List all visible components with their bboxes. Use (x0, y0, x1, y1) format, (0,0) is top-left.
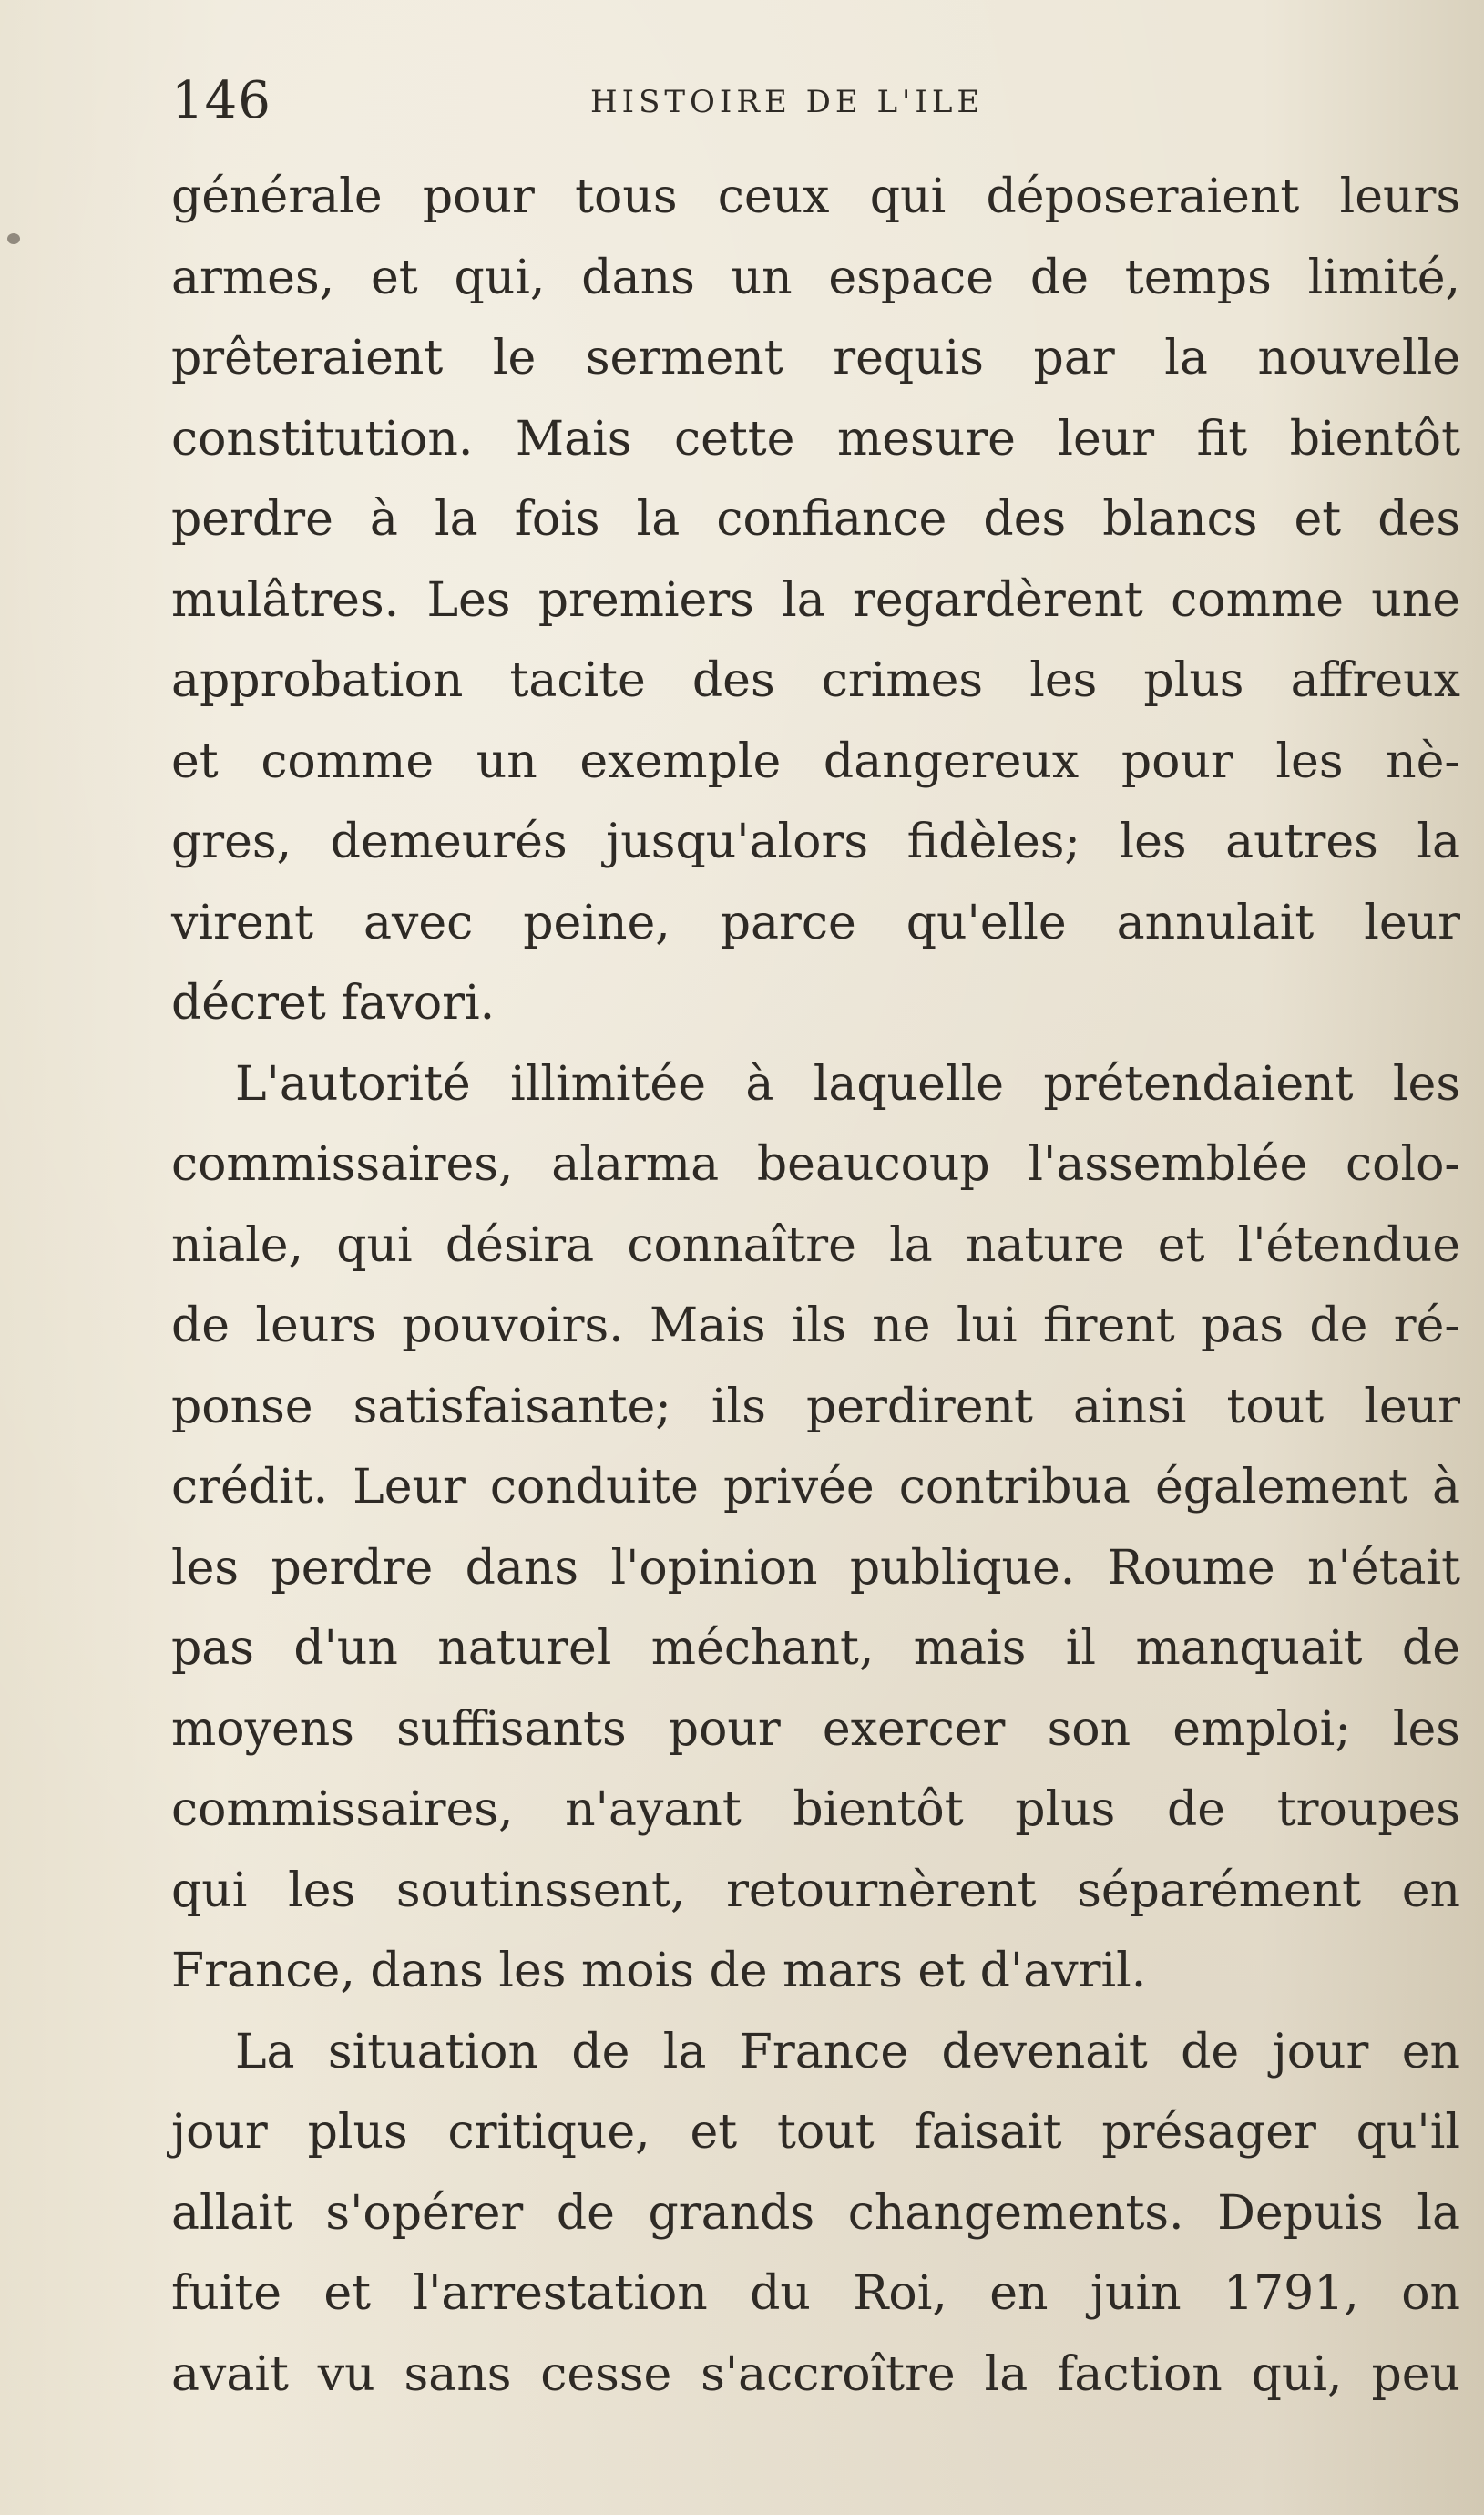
text-line: commissaires, n'ayant bientôt plus de troupes (171, 1782, 1460, 1837)
text-line: mulâtres. Les premiers la regardèrent comme une (171, 572, 1460, 628)
text-line: les perdre dans l'opinion publique. Roume n'était (171, 1540, 1460, 1596)
text-line: jour plus critique, et tout faisait présager qu'il (171, 2105, 1460, 2160)
text-line: gres, demeurés jusqu'alors fidèles; les autres la (171, 815, 1460, 869)
text-line: constitution. Mais cette mesure leur fit bientôt (171, 411, 1460, 467)
text-line: virent avec peine, parce qu'elle annulait leur (171, 895, 1460, 950)
ink-smudge (7, 233, 20, 244)
text-line: décret favori. (171, 976, 496, 1031)
running-head (171, 71, 1460, 135)
text-line: approbation tacite des crimes les plus affreux (171, 653, 1460, 708)
text-line: L'autorité illimitée à laquelle prétendaient les (235, 1056, 1460, 1112)
text-line: ponse satisfaisante; ils perdirent ainsi tout leur (171, 1379, 1460, 1434)
text-line: qui les soutinssent, retournèrent séparément en (171, 1863, 1460, 1918)
page-number: 146 (171, 71, 271, 130)
body-text (171, 157, 1460, 2415)
text-line: pas d'un naturel méchant, mais il manquait de (171, 1621, 1460, 1676)
text-line: générale pour tous ceux qui déposeraient leurs (171, 169, 1460, 224)
text-line: avait vu sans cesse s'accroître la faction qui, peu (171, 2346, 1460, 2402)
text-line: France, dans les mois de mars et d'avril. (171, 1944, 1147, 1998)
running-title: HISTOIRE DE L'ILE (590, 84, 985, 120)
text-line: perdre à la fois la confiance des blancs et des (171, 492, 1460, 547)
text-line: moyens suffisants pour exercer son emploi; les (171, 1701, 1460, 1757)
text-line: niale, qui désira connaître la nature et l'étendue (171, 1217, 1460, 1273)
text-line: et comme un exemple dangereux pour les nè- (171, 734, 1460, 789)
text-line: de leurs pouvoirs. Mais ils ne lui firent pas de ré- (171, 1299, 1460, 1353)
text-line: prêteraient le serment requis par la nouvelle (171, 331, 1460, 385)
text-line: crédit. Leur conduite privée contribua également à (171, 1460, 1460, 1514)
text-line: fuite et l'arrestation du Roi, en juin 1791, on (171, 2266, 1460, 2321)
text-line: armes, et qui, dans un espace de temps limité, (171, 250, 1460, 305)
text-line: La situation de la France devenait de jour en (235, 2024, 1460, 2079)
text-line: allait s'opérer de grands changements. Depuis la (171, 2185, 1460, 2241)
text-line: commissaires, alarma beaucoup l'assemblée colo- (171, 1137, 1460, 1192)
